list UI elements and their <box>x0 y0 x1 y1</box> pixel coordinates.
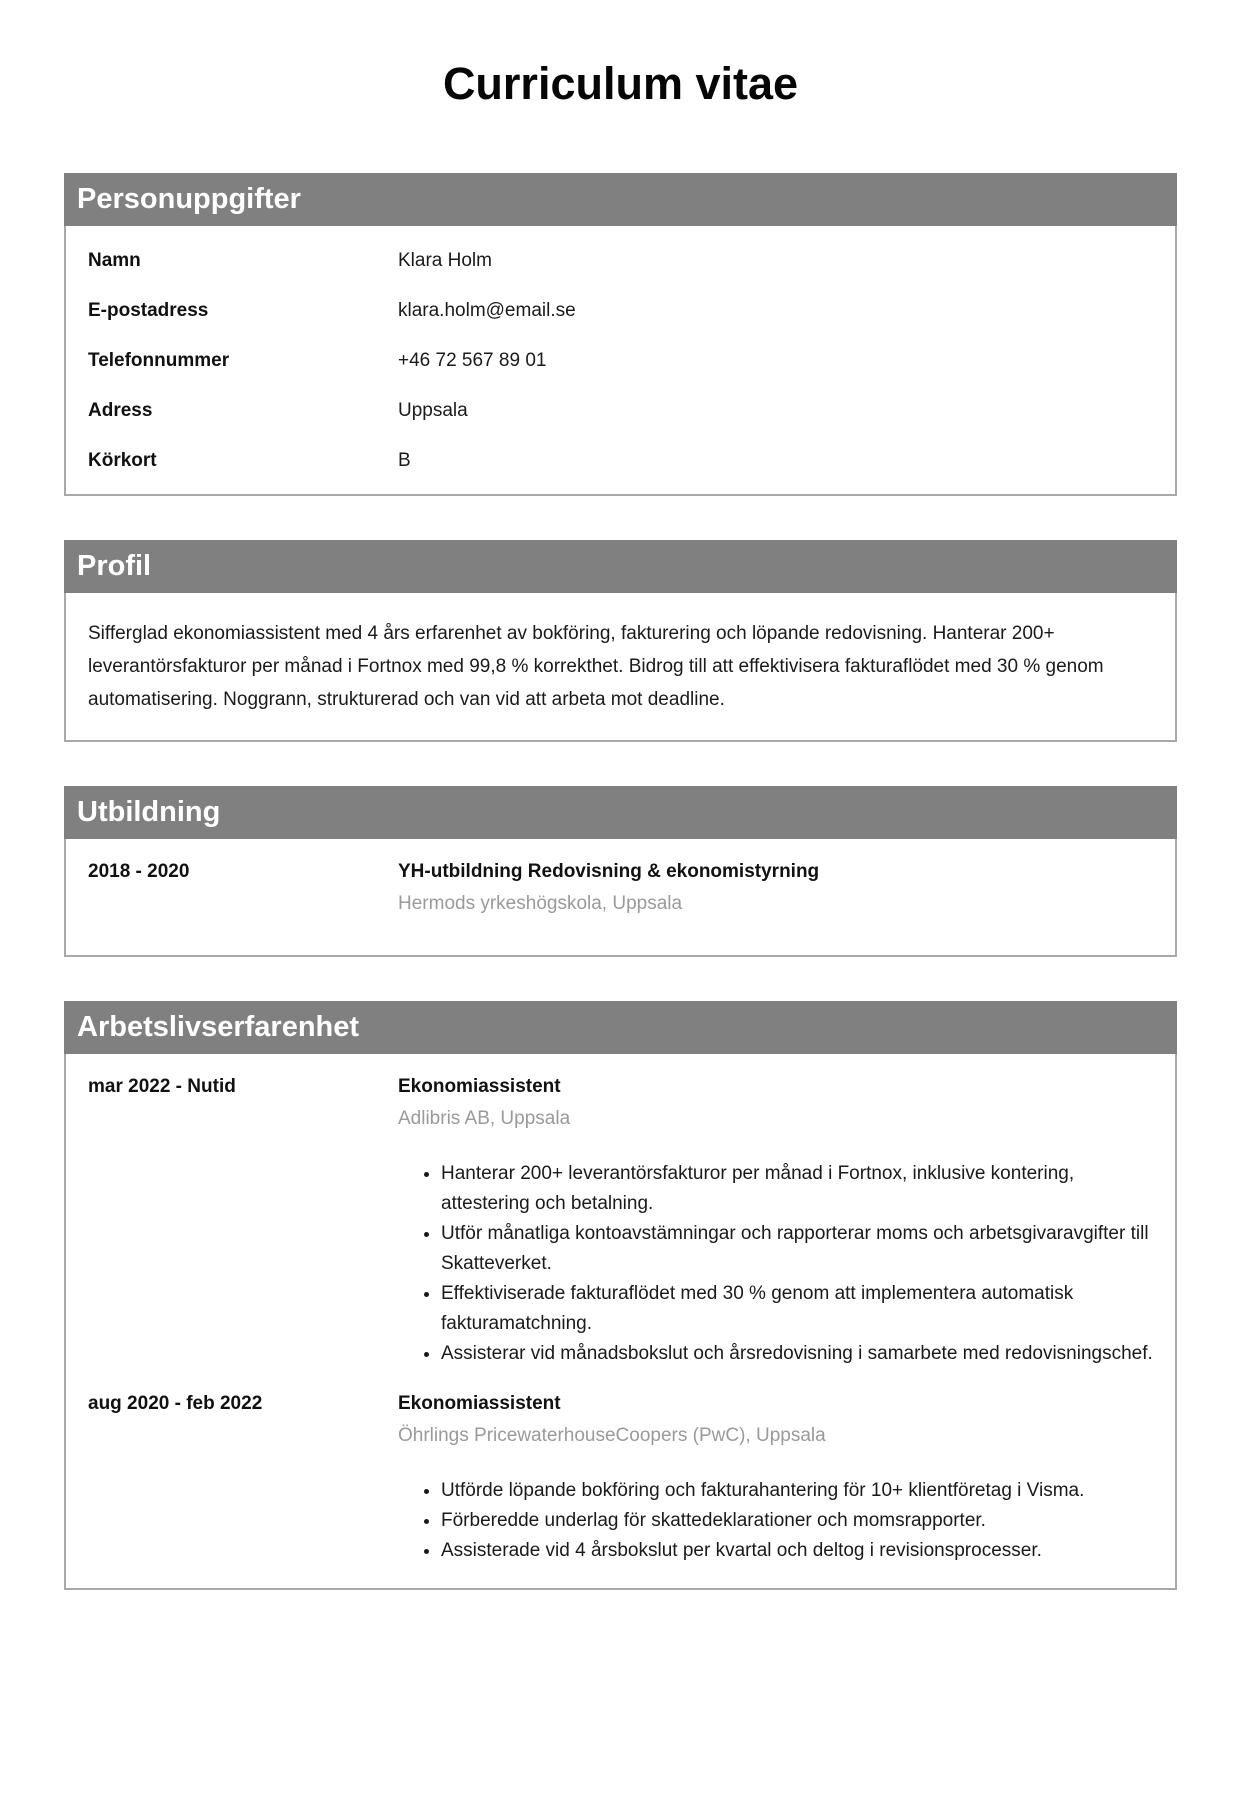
experience-employer: Adlibris AB, Uppsala <box>398 1108 571 1129</box>
education-entry <box>88 857 1153 919</box>
experience-bullet-list <box>398 1476 1153 1566</box>
info-label: Adress <box>88 400 153 421</box>
info-label: Telefonnummer <box>88 350 230 371</box>
section-body-personal <box>64 226 1177 496</box>
experience-role: Ekonomiassistent <box>398 1393 561 1414</box>
education-entry-main <box>398 857 1153 919</box>
section-header-personal: Personuppgifter <box>64 173 1177 226</box>
section-personal-details <box>64 173 1177 496</box>
info-row-address <box>88 386 1153 436</box>
section-profile <box>64 540 1177 742</box>
section-header-profile: Profil <box>64 540 1177 593</box>
experience-entry <box>88 1072 1153 1369</box>
experience-employer: Öhrlings PricewaterhouseCoopers (PwC), Uppsala <box>398 1425 826 1446</box>
education-period: 2018 - 2020 <box>88 861 190 882</box>
info-row-drivers-license <box>88 436 1153 486</box>
info-row-email <box>88 286 1153 336</box>
info-value: Uppsala <box>398 400 468 421</box>
section-header-education: Utbildning <box>64 786 1177 839</box>
info-row-name <box>88 236 1153 286</box>
section-education <box>64 786 1177 957</box>
profile-summary-text: Sifferglad ekonomiassistent med 4 års erfarenhet av bokföring, fakturering och löpande redovisning. Hanterar 200+ leverantörsfakturor per månad i Fortnox med 99,8 % korrekthet. Bidrog till att effektivisera fakturaflödet med 30 % genom automatisering. Noggrann, strukturerad och van vid att arbeta mot deadline. <box>88 623 1104 710</box>
bullet-item: • Effektiviserade fakturaflödet med 30 % genom att implementera automatisk fakturamatchning. <box>441 1279 1153 1339</box>
experience-entry <box>88 1389 1153 1566</box>
experience-entry-main <box>398 1072 1153 1369</box>
education-degree: YH-utbildning Redovisning & ekonomistyrning <box>398 861 820 882</box>
info-row-phone <box>88 336 1153 386</box>
bullet-item: • Assisterar vid månadsbokslut och årsredovisning i samarbete med redovisningschef. <box>441 1339 1153 1369</box>
education-school: Hermods yrkeshögskola, Uppsala <box>398 893 683 914</box>
experience-role: Ekonomiassistent <box>398 1076 561 1097</box>
info-label: Namn <box>88 250 141 271</box>
info-value: klara.holm@email.se <box>398 300 576 321</box>
section-body-profile <box>64 593 1177 742</box>
bullet-item: • Utförde löpande bokföring och fakturahantering för 10+ klientföretag i Visma. <box>441 1476 1153 1506</box>
document-title: Curriculum vitae <box>442 58 799 109</box>
bullet-item: • Hanterar 200+ leverantörsfakturor per månad i Fortnox, inklusive kontering, attestering och betalning. <box>441 1159 1153 1219</box>
section-experience <box>64 1001 1177 1590</box>
section-header-experience: Arbetslivserfarenhet <box>64 1001 1177 1054</box>
info-value: B <box>398 450 411 471</box>
bullet-item: • Förberedde underlag för skattedeklarationer och momsrapporter. <box>441 1506 1153 1536</box>
section-body-education <box>64 839 1177 957</box>
experience-bullet-list <box>398 1159 1153 1369</box>
info-label: E-postadress <box>88 300 209 321</box>
experience-entry-main <box>398 1389 1153 1566</box>
info-label: Körkort <box>88 450 157 471</box>
info-value: Klara Holm <box>398 250 492 271</box>
info-value: +46 72 567 89 01 <box>398 350 547 371</box>
section-body-experience <box>64 1054 1177 1590</box>
experience-period: mar 2022 - Nutid <box>88 1076 236 1097</box>
cv-page <box>0 58 1241 1590</box>
experience-period: aug 2020 - feb 2022 <box>88 1393 263 1414</box>
bullet-item: • Utför månatliga kontoavstämningar och rapporterar moms och arbetsgivaravgifter till Skatteverket. <box>441 1219 1153 1279</box>
bullet-item: • Assisterade vid 4 årsbokslut per kvartal och deltog i revisionsprocesser. <box>441 1536 1153 1566</box>
